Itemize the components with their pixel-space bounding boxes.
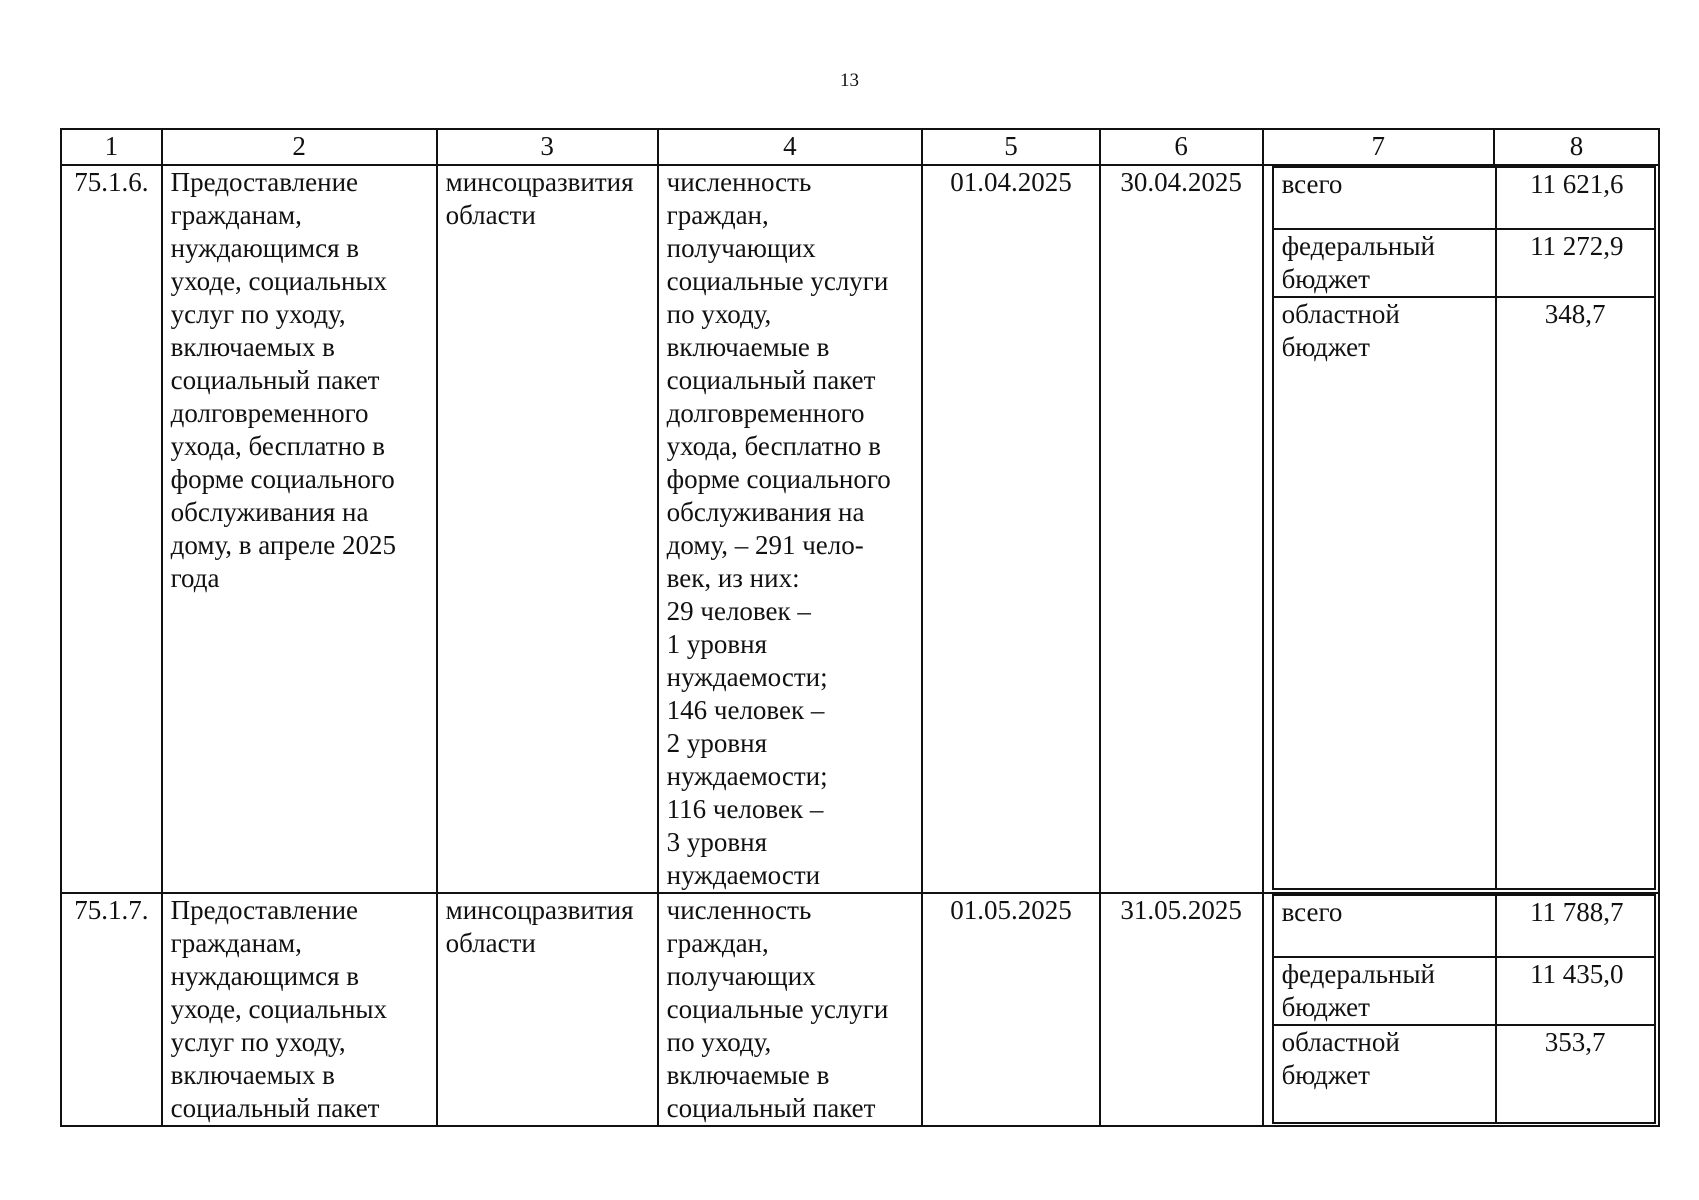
table-row xyxy=(61,893,1659,1126)
column-header: 6 xyxy=(1100,129,1263,165)
column-number-header xyxy=(61,129,1659,165)
funding-amount: 11 621,6 xyxy=(1496,167,1655,229)
item-end-date: 30.04.2025 xyxy=(1100,165,1263,893)
item-start-date: 01.05.2025 xyxy=(922,893,1099,1126)
item-number: 75.1.7. xyxy=(61,893,162,1126)
funding-amount: 11 435,0 xyxy=(1496,957,1655,1025)
funding-row-total xyxy=(1273,895,1655,957)
column-header: 3 xyxy=(437,129,658,165)
funding-source: федеральный бюджет xyxy=(1273,229,1496,297)
program-table xyxy=(60,128,1660,1127)
item-end-date: 31.05.2025 xyxy=(1100,893,1263,1126)
funding-amount: 348,7 xyxy=(1496,297,1655,889)
funding-source: всего xyxy=(1273,895,1496,957)
item-executor: минсоцразвития области xyxy=(437,165,658,893)
funding-amount: 353,7 xyxy=(1496,1025,1655,1123)
funding-row-regional xyxy=(1273,1025,1655,1123)
page-number: 13 xyxy=(840,70,859,91)
funding-source: федеральный бюджет xyxy=(1273,957,1496,1025)
funding-amount: 11 272,9 xyxy=(1496,229,1655,297)
column-header: 2 xyxy=(162,129,437,165)
column-header: 1 xyxy=(61,129,162,165)
funding-row-federal xyxy=(1273,957,1655,1025)
item-executor: минсоцразвития области xyxy=(437,893,658,1126)
item-indicator: численность граждан, получающих социальные услуги по уходу, включаемые в социальный пакет долговременного ухода, бесплатно в форме социального обслуживания на дому, – 291 чело- век, из них: 29 человек – 1 уровня нуждаемости; 146 человек – 2 уровня нуждаемости; 116 человек – 3 уровня нуждаемости xyxy=(658,165,923,893)
item-description: Предоставление гражданам, нуждающимся в уходе, социальных услуг по уходу, включаемых в социальный пакет xyxy=(162,893,437,1126)
item-description: Предоставление гражданам, нуждающимся в уходе, социальных услуг по уходу, включаемых в социальный пакет долговременного ухода, бесплатно в форме социального обслуживания на дому, в апреле 2025 года xyxy=(162,165,437,893)
item-number: 75.1.6. xyxy=(61,165,162,893)
funding-table xyxy=(1272,894,1656,1124)
funding-source: областной бюджет xyxy=(1273,297,1496,889)
item-indicator: численность граждан, получающих социальные услуги по уходу, включаемые в социальный пакет xyxy=(658,893,923,1126)
column-header: 4 xyxy=(658,129,923,165)
table-row xyxy=(61,165,1659,893)
item-start-date: 01.04.2025 xyxy=(922,165,1099,893)
funding-amount: 11 788,7 xyxy=(1496,895,1655,957)
funding-breakdown xyxy=(1263,893,1659,1126)
funding-source: областной бюджет xyxy=(1273,1025,1496,1123)
column-header: 7 xyxy=(1263,129,1494,165)
funding-source: всего xyxy=(1273,167,1496,229)
funding-row-federal xyxy=(1273,229,1655,297)
funding-table xyxy=(1272,166,1656,890)
funding-row-regional xyxy=(1273,297,1655,889)
funding-breakdown xyxy=(1263,165,1659,893)
funding-row-total xyxy=(1273,167,1655,229)
column-header: 5 xyxy=(922,129,1099,165)
column-header: 8 xyxy=(1494,129,1659,165)
